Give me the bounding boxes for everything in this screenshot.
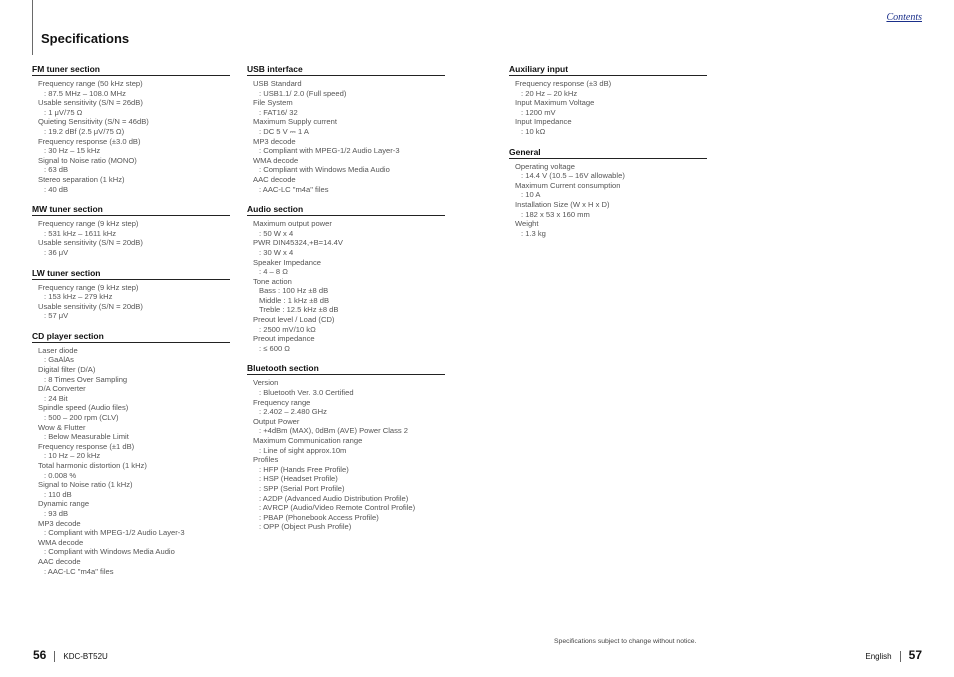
section-heading: USB interface xyxy=(247,64,445,76)
spec-label: Signal to Noise ratio (MONO) xyxy=(38,155,137,165)
spec-item xyxy=(32,219,230,238)
spec-value: : 19.2 dBf (2.5 μV/75 Ω) xyxy=(44,126,125,136)
spec-value: : ≤ 600 Ω xyxy=(259,343,290,353)
spec-item xyxy=(247,398,445,417)
spec-value: : 1200 mV xyxy=(521,107,556,117)
spec-label: Frequency range (9 kHz step) xyxy=(38,282,139,292)
spec-value: : HSP (Headset Profile) xyxy=(259,474,338,484)
spec-label: Digital filter (D/A) xyxy=(38,365,96,375)
spec-value: : 30 W x 4 xyxy=(259,247,294,257)
spec-section xyxy=(247,204,445,353)
spec-value: Treble : 12.5 kHz ±8 dB xyxy=(259,305,339,315)
spec-item xyxy=(32,98,230,117)
spec-value: : 20 Hz – 20 kHz xyxy=(521,88,578,98)
spec-label: Frequency range (9 kHz step) xyxy=(38,219,139,229)
spec-value: : Compliant with MPEG-1/2 Audio Layer-3 xyxy=(259,146,400,156)
spec-value: : 531 kHz – 1611 kHz xyxy=(44,228,117,238)
spec-label: Tone action xyxy=(253,276,292,286)
model-name: KDC-BT52U xyxy=(63,652,108,661)
spec-label: WMA decode xyxy=(253,155,299,165)
spec-value: : SPP (Serial Port Profile) xyxy=(259,483,345,493)
spec-value: : 93 dB xyxy=(44,508,69,518)
spec-value: : 63 dB xyxy=(44,165,69,175)
spec-item xyxy=(32,346,230,365)
spec-column-right xyxy=(509,64,707,248)
spec-value: : FAT16/ 32 xyxy=(259,107,298,117)
spec-label: Maximum output power xyxy=(253,219,332,229)
spec-value: : 14.4 V (10.5 – 16V allowable) xyxy=(521,171,625,181)
spec-label: AAC decode xyxy=(38,556,81,566)
spec-label: Output Power xyxy=(253,416,300,426)
spec-label: Frequency response (±3.0 dB) xyxy=(38,136,141,146)
spec-label: Frequency response (±3 dB) xyxy=(515,79,612,88)
spec-section xyxy=(32,268,230,321)
section-heading: Audio section xyxy=(247,204,445,216)
section-heading: Auxiliary input xyxy=(509,64,707,76)
spec-label: Laser diode xyxy=(38,345,78,355)
spec-value: : OPP (Object Push Profile) xyxy=(259,522,352,532)
spec-label: USB Standard xyxy=(253,79,302,88)
spec-item xyxy=(32,480,230,499)
spec-item xyxy=(247,315,445,334)
spec-item xyxy=(32,156,230,175)
spec-value: : 110 dB xyxy=(44,489,72,499)
spec-item xyxy=(509,181,707,200)
spec-section xyxy=(32,204,230,257)
spec-item xyxy=(509,219,707,238)
spec-label: Frequency range xyxy=(253,397,311,407)
spec-label: Installation Size (W x H x D) xyxy=(515,199,610,209)
spec-value: : 0.008 % xyxy=(44,470,77,480)
spec-label: Signal to Noise ratio (1 kHz) xyxy=(38,480,133,490)
spec-value: : GaAlAs xyxy=(44,355,74,365)
spec-item xyxy=(32,403,230,422)
spec-value: : 10 Hz – 20 kHz xyxy=(44,451,101,461)
spec-value: : Compliant with Windows Media Audio xyxy=(259,165,390,175)
spec-value: : 24 Bit xyxy=(44,393,68,403)
spec-item xyxy=(32,442,230,461)
spec-value: : 87.5 MHz – 108.0 MHz xyxy=(44,88,126,98)
spec-item xyxy=(247,455,445,532)
spec-item xyxy=(32,538,230,557)
spec-label: Preout impedance xyxy=(253,334,315,344)
spec-label: Operating voltage xyxy=(515,161,575,171)
spec-item xyxy=(32,238,230,257)
spec-value: : 57 μV xyxy=(44,311,69,321)
footnote: Specifications subject to change without notice. xyxy=(554,638,697,645)
spec-label: WMA decode xyxy=(38,537,84,547)
spec-value: Bass : 100 Hz ±8 dB xyxy=(259,286,329,296)
spec-value: : A2DP (Advanced Audio Distribution Profile) xyxy=(259,493,409,503)
spec-item xyxy=(32,557,230,576)
spec-item xyxy=(247,175,445,194)
spec-label: Maximum Communication range xyxy=(253,436,363,445)
spec-label: Input Impedance xyxy=(515,117,572,127)
spec-label: Usable sensitivity (S/N = 26dB) xyxy=(38,98,143,108)
spec-label: Version xyxy=(253,378,279,388)
footer-right xyxy=(865,648,922,662)
spec-value: : +4dBm (MAX), 0dBm (AVE) Power Class 2 xyxy=(259,426,409,436)
spec-item xyxy=(247,219,445,238)
spec-value: : 1 μV/75 Ω xyxy=(44,107,83,117)
spec-value: : 4 – 8 Ω xyxy=(259,267,288,277)
spec-value: : 1.3 kg xyxy=(521,228,546,238)
spec-item xyxy=(509,117,707,136)
spec-column-left xyxy=(32,64,230,586)
spec-value: : Below Measurable Limit xyxy=(44,432,129,442)
spec-item xyxy=(247,436,445,455)
spec-item xyxy=(247,417,445,436)
page-number-right: 57 xyxy=(908,648,922,662)
spec-item xyxy=(32,499,230,518)
section-heading: LW tuner section xyxy=(32,268,230,280)
spec-value: : 10 A xyxy=(521,190,541,200)
header-rule xyxy=(32,0,33,55)
spec-label: Maximum Supply current xyxy=(253,117,337,127)
page-title: Specifications xyxy=(41,31,130,46)
spec-item xyxy=(32,302,230,321)
spec-label: Speaker Impedance xyxy=(253,257,321,267)
spec-value: : 10 kΩ xyxy=(521,126,546,136)
spec-label: MP3 decode xyxy=(253,136,296,146)
spec-item xyxy=(247,156,445,175)
spec-label: Spindle speed (Audio files) xyxy=(38,403,129,413)
spec-label: Usable sensitivity (S/N = 20dB) xyxy=(38,301,143,311)
spec-value: : USB1.1/ 2.0 (Full speed) xyxy=(259,88,347,98)
spec-item xyxy=(247,334,445,353)
contents-link[interactable]: Contents xyxy=(886,12,922,23)
spec-section xyxy=(32,331,230,576)
spec-label: File System xyxy=(253,98,293,108)
spec-label: Dynamic range xyxy=(38,499,90,509)
spec-value: : PBAP (Phonebook Access Profile) xyxy=(259,512,379,522)
spec-value: : Compliant with MPEG-1/2 Audio Layer-3 xyxy=(44,528,185,538)
spec-value: : 500 – 200 rpm (CLV) xyxy=(44,413,119,423)
spec-item xyxy=(247,238,445,257)
spec-item xyxy=(509,162,707,181)
spec-value: : 36 μV xyxy=(44,247,69,257)
spec-label: Frequency response (±1 dB) xyxy=(38,441,135,451)
spec-label: Stereo separation (1 kHz) xyxy=(38,174,125,184)
spec-value: : HFP (Hands Free Profile) xyxy=(259,464,349,474)
spec-value: : 2.402 – 2.480 GHz xyxy=(259,407,327,417)
spec-item xyxy=(32,461,230,480)
spec-item xyxy=(32,283,230,302)
spec-item xyxy=(32,384,230,403)
spec-item xyxy=(509,200,707,219)
spec-item xyxy=(32,79,230,98)
spec-section xyxy=(247,363,445,532)
spec-item xyxy=(509,79,707,98)
spec-value: : 50 W x 4 xyxy=(259,228,294,238)
spec-label: AAC decode xyxy=(253,174,296,184)
spec-value: : 30 Hz – 15 kHz xyxy=(44,146,101,156)
language-label: English xyxy=(865,652,892,661)
spec-item xyxy=(32,519,230,538)
spec-item xyxy=(32,137,230,156)
spec-value: : 2500 mV/10 kΩ xyxy=(259,324,316,334)
footer-left xyxy=(33,648,108,662)
spec-section xyxy=(247,64,445,194)
spec-item xyxy=(247,378,445,397)
spec-value: : AVRCP (Audio/Video Remote Control Profile) xyxy=(259,503,416,513)
spec-item xyxy=(509,98,707,117)
spec-label: Preout level / Load (CD) xyxy=(253,315,335,325)
section-heading: General xyxy=(509,147,707,159)
spec-label: Usable sensitivity (S/N = 20dB) xyxy=(38,238,143,248)
spec-item xyxy=(32,423,230,442)
spec-label: PWR DIN45324,+B=14.4V xyxy=(253,238,343,248)
spec-value: : DC 5 V ⎓ 1 A xyxy=(259,126,309,136)
spec-label: Total harmonic distortion (1 kHz) xyxy=(38,461,147,470)
spec-value: Middle : 1 kHz ±8 dB xyxy=(259,295,330,305)
spec-column-middle xyxy=(247,64,445,542)
spec-label: Profiles xyxy=(253,455,279,465)
spec-label: Quieting Sensitivity (S/N = 46dB) xyxy=(38,117,149,127)
spec-item xyxy=(247,117,445,136)
spec-item xyxy=(247,258,445,277)
spec-value: : Line of sight approx.10m xyxy=(259,445,347,455)
section-heading: CD player section xyxy=(32,331,230,343)
spec-label: Wow & Flutter xyxy=(38,422,86,432)
page-number-left: 56 xyxy=(33,648,47,662)
spec-item xyxy=(247,98,445,117)
spec-value: : 153 kHz – 279 kHz xyxy=(44,292,113,302)
spec-value: : 8 Times Over Sampling xyxy=(44,374,128,384)
spec-value: : 182 x 53 x 160 mm xyxy=(521,209,590,219)
spec-label: Frequency range (50 kHz step) xyxy=(38,79,143,88)
spec-section xyxy=(509,64,707,137)
section-heading: MW tuner section xyxy=(32,204,230,216)
spec-item xyxy=(247,277,445,315)
spec-value: : Bluetooth Ver. 3.0 Certified xyxy=(259,388,354,398)
spec-item xyxy=(32,365,230,384)
spec-value: : 40 dB xyxy=(44,184,69,194)
spec-label: Weight xyxy=(515,219,539,229)
spec-label: Maximum Current consumption xyxy=(515,180,621,190)
spec-label: D/A Converter xyxy=(38,384,86,394)
section-heading: FM tuner section xyxy=(32,64,230,76)
spec-value: : AAC-LC "m4a" files xyxy=(44,566,114,576)
footer-separator xyxy=(900,651,901,662)
spec-item xyxy=(32,175,230,194)
spec-section xyxy=(509,147,707,239)
spec-section xyxy=(32,64,230,194)
spec-label: Input Maximum Voltage xyxy=(515,98,595,108)
spec-item xyxy=(247,137,445,156)
spec-item xyxy=(32,117,230,136)
section-heading: Bluetooth section xyxy=(247,363,445,375)
spec-item xyxy=(247,79,445,98)
spec-value: : Compliant with Windows Media Audio xyxy=(44,547,175,557)
footer-separator xyxy=(54,651,55,662)
spec-value: : AAC-LC "m4a" files xyxy=(259,184,329,194)
spec-label: MP3 decode xyxy=(38,518,81,528)
